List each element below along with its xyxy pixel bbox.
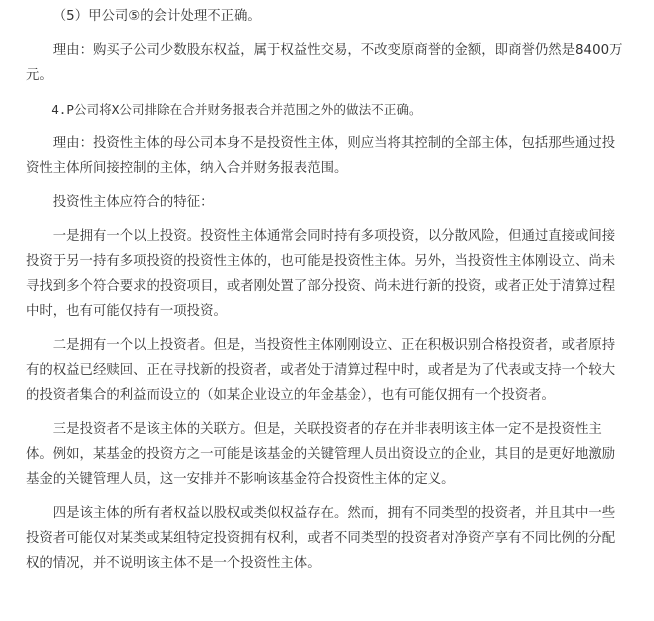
paragraph-reason-goodwill: 理由：购买子公司少数股东权益，属于权益性交易，不改变原商誉的金额，即商誉仍然是8400万元。 — [26, 43, 623, 83]
paragraph-feature-4: 四是该主体的所有者权益以股权或类似权益存在。然而，拥有不同类型的投资者，并且其中一些投资者可能仅对某类或某组特定投资拥有权利，或者不同类型的投资者对净资产享有不同比例的分配权的情况，并不说明该主体不是一个投资性主体。 — [26, 506, 616, 571]
paragraph-features-heading: 投资性主体应符合的特征： — [52, 195, 214, 210]
paragraph-item-5-conclusion: （5）甲公司⑤的会计处理不正确。 — [52, 9, 261, 24]
paragraph-question-4-conclusion: 4.P公司将X公司排除在合并财务报表合并范围之外的做法不正确。 — [51, 102, 422, 117]
paragraph-reason-consolidation: 理由：投资性主体的母公司本身不是投资性主体，则应当将其控制的全部主体，包括那些通过投资性主体所间接控制的主体，纳入合并财务报表范围。 — [26, 136, 616, 176]
paragraph-feature-1: 一是拥有一个以上投资。投资性主体通常会同时持有多项投资，以分散风险，但通过直接或间接投资于另一持有多项投资的投资性主体的，也可能是投资性主体。另外，当投资性主体刚设立、尚未寻找到多个符合要求的投资项目，或者刚处置了部分投资、尚未进行新的投资，或者正处于清算过程中时，也有可能仅持有一项投资。 — [26, 229, 616, 319]
paragraph-feature-3: 三是投资者不是该主体的关联方。但是，关联投资者的存在并非表明该主体一定不是投资性主体。例如，某基金的投资方之一可能是该基金的关键管理人员出资设立的企业，其目的是更好地激励基金的关键管理人员，这一安排并不影响该基金符合投资性主体的定义。 — [26, 422, 616, 487]
paragraph-feature-2: 二是拥有一个以上投资者。但是，当投资性主体刚刚设立、正在积极识别合格投资者，或者原持有的权益已经赎回、正在寻找新的投资者，或者处于清算过程中时，或者是为了代表或支持一个较大的投资者集合的利益而设立的（如某企业设立的年金基金），也有可能仅拥有一个投资者。 — [26, 338, 616, 403]
